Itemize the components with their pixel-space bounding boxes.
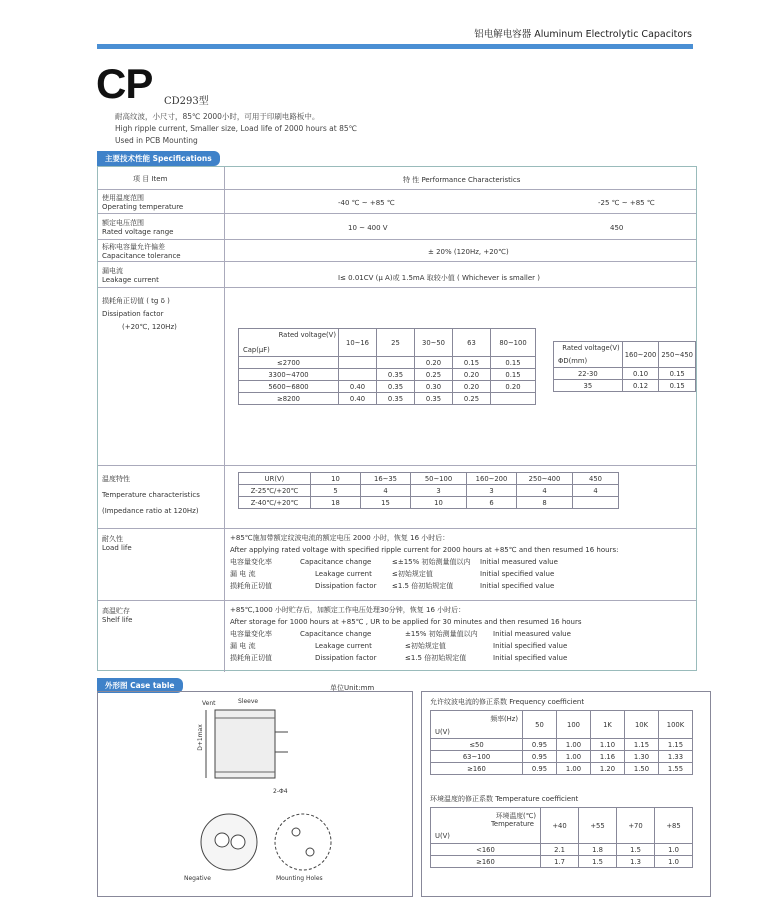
desc-cn: 耐高纹波，小尺寸，85℃ 2000小时，可用于印刷电路板中。 [115, 112, 320, 121]
mounting-holes-label: Mounting Holes [276, 875, 323, 882]
unit-label: 单位Unit:mm [330, 684, 375, 692]
vent-label: Vent [202, 700, 216, 707]
df-table-2: Rated voltage(V) ΦD(mm) 160~200 250~450 22-30 0.10 0.15 35 0.12 0.15 [553, 341, 696, 392]
freq-table: 频率(Hz) U(V) 50 100 1K 10K 100K ≤50 0.95 1.00 1.10 1.15 1.15 63~100 0.95 1.00 1.16 1.30 1.33 ≥160 0.95 1.00 1.20 1.50 1.55 [430, 710, 693, 775]
product-description [115, 111, 357, 147]
correction-coefficients [421, 691, 711, 897]
spec-row-tc: 温度特性 Temperature characteristics (Impedance ratio at 120Hz) UR(V) 10 16~35 50~100 160~200 250~400 450 Z-25℃/+20℃ 5 4 3 3 4 4 Z-40℃/+20℃ 18 15 10 6 8 [98, 466, 696, 529]
spec-row-ct: 标称电容量允许偏差 Capacitance tolerance ± 20% (120Hz, +20℃) [98, 240, 696, 262]
freq-title: 允许纹波电流的修正系数 Frequency coefficient [430, 698, 585, 706]
spec-row-rv: 额定电压范围 Rated voltage range 10 ~ 400 V 450 [98, 214, 696, 240]
desc-en2: Used in PCB Mounting [115, 136, 198, 145]
case-drawing [97, 691, 413, 897]
temp-table: 环境温度(℃) Temperature U(V) +40 +55 +70 +85 <160 2.1 1.8 1.5 1.0 ≥160 1.7 1.5 1.3 1.0 [430, 807, 693, 868]
dim-label: D+1max [196, 724, 204, 751]
sleeve-label: Sleeve [238, 698, 259, 705]
header-title: 铝电解电容器 Aluminum Electrolytic Capacitors [474, 29, 692, 40]
spec-header-row: 项 目 Item 特 性 Performance Characteristics [98, 167, 696, 190]
case-badge: 外形图 Case table [97, 678, 183, 693]
spec-table [97, 166, 697, 671]
spec-row-ll: 耐久性 Load life +85℃施加带额定纹波电流的额定电压 2000 小时，恢复 16 小时后： After applying rated voltage with specified ripple current for 2000 hours at +85℃ and then resumed 16 hours: 电容量变化率 Capacitance change ≤±15% 初始测量值以内 Initial measured value 漏 电 流 Leakage current ≤初始规定值 Initial specified value 损耗角正切值 Dissipation factor ≤1.5 倍初始规定值 Initial specified value [98, 529, 696, 601]
spec-row-op: 使用温度范围 Operating temperature -40 ℃ ~ +85 ℃ -25 ℃ ~ +85 ℃ [98, 190, 696, 214]
tc-table: UR(V) 10 16~35 50~100 160~200 250~400 450 Z-25℃/+20℃ 5 4 3 3 4 4 Z-40℃/+20℃ 18 15 10 6 8 [238, 472, 619, 509]
model-name: CD293型 [164, 96, 209, 107]
spec-badge: 主要技术性能 Specifications [97, 151, 220, 166]
negative-label: Negative [184, 875, 211, 882]
desc-en1: High ripple current, Smaller size, Load life of 2000 hours at 85℃ [115, 124, 358, 133]
hole-label: 2-Φ4 [273, 788, 288, 795]
header-bar [97, 44, 693, 49]
series-logo: CP [96, 60, 153, 107]
capacitor-outline-drawing [98, 692, 412, 896]
spec-row-df: 损耗角正切值 ( tg δ ) Dissipation factor (+20℃, 120Hz) Rated voltage(V) Cap(μF) 10~16 25 30~50 63 80~100 ≤2700 0.20 0.15 0.15 3300~4700 0.35 0.25 0.20 0.15 5600~6800 0.40 0.35 0.30 0.20 0.20 ≥8200 0.40 0.35 0.35 0.25 Rated voltage(V) ΦD(mm) 160~200 250~450 22-30 0.10 0.15 35 0.12 0.15 [98, 288, 696, 466]
temp-title: 环境温度的修正系数 Temperature coefficient [430, 795, 579, 803]
spec-row-lc: 漏电流 Leakage current I≤ 0.01CV (μ A)或 1.5mA 取较小值 ( Whichever is smaller ) [98, 262, 696, 288]
spec-row-sl: 高温贮存 Shelf life +85℃,1000 小时贮存后，加额定工作电压处理30分钟，恢复 16 小时后： After storage for 1000 hours at +85℃ , UR to be applied for 30 minutes and then resumed 16 hours 电容量变化率 Capacitance change ±15% 初始测量值以内 Initial measured value 漏 电 流 Leakage current ≤初始规定值 Initial specified value 损耗角正切值 Dissipation factor ≤1.5 倍初始规定值 Initial specified value [102, 606, 582, 662]
df-table: Rated voltage(V) Cap(μF) 10~16 25 30~50 63 80~100 ≤2700 0.20 0.15 0.15 3300~4700 0.35 0.25 0.20 0.15 5600~6800 0.40 0.35 0.30 0.20 0.20 ≥8200 0.40 0.35 0.35 0.25 [238, 328, 536, 405]
